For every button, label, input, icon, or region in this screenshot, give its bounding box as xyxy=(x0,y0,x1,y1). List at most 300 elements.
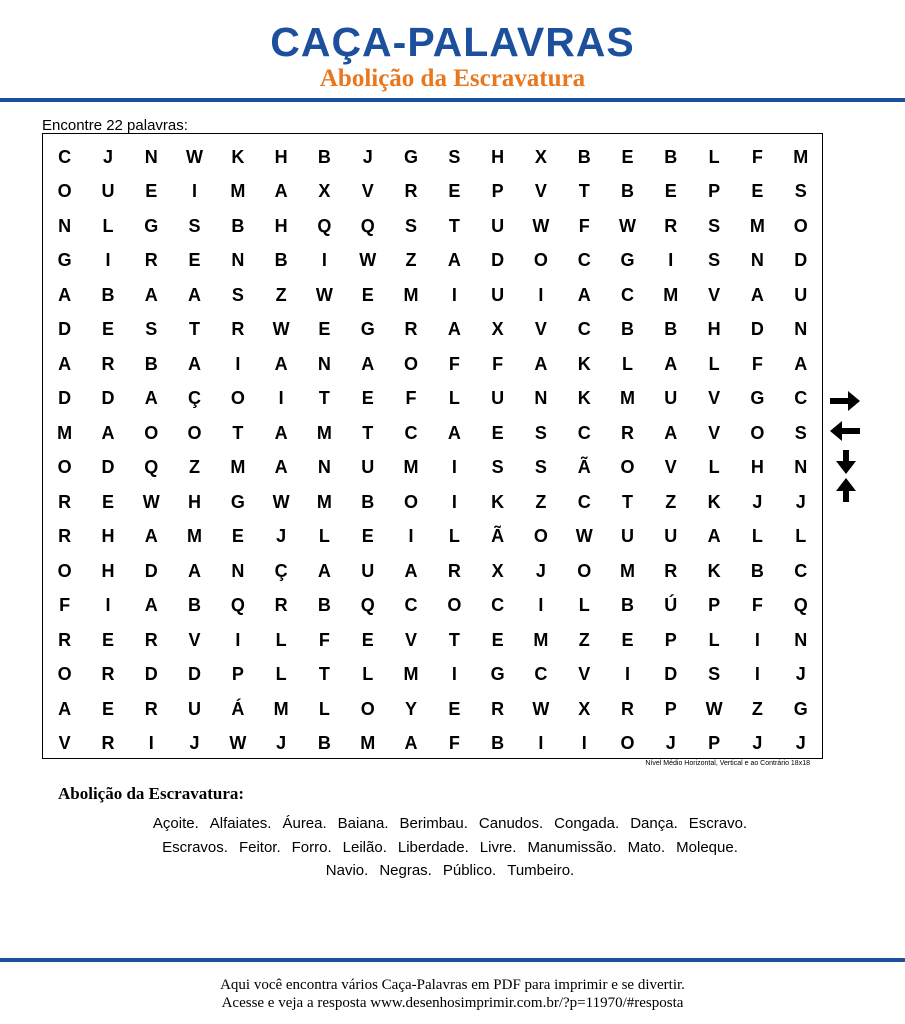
grid-letter[interactable]: R xyxy=(144,250,158,271)
grid-letter[interactable]: M xyxy=(316,491,332,512)
grid-letter[interactable]: A xyxy=(144,284,158,305)
grid-letter[interactable]: Z xyxy=(275,284,287,305)
grid-letter[interactable]: O xyxy=(533,526,548,547)
grid-letter[interactable]: W xyxy=(229,733,247,754)
grid-letter[interactable]: J xyxy=(795,664,806,685)
grid-letter[interactable]: A xyxy=(447,422,461,443)
grid-letter[interactable]: A xyxy=(188,353,202,374)
grid-letter[interactable]: X xyxy=(491,560,504,581)
grid-letter[interactable]: A xyxy=(58,698,72,719)
grid-letter[interactable]: M xyxy=(533,629,549,650)
grid-letter[interactable]: O xyxy=(533,250,548,271)
grid-letter[interactable]: L xyxy=(102,215,114,236)
grid-letter[interactable]: C xyxy=(577,250,591,271)
grid-letter[interactable]: I xyxy=(538,595,544,616)
grid-letter[interactable]: N xyxy=(231,560,245,581)
grid-letter[interactable]: I xyxy=(408,526,414,547)
grid-letter[interactable]: V xyxy=(708,284,721,305)
grid-letter[interactable]: R xyxy=(274,595,288,616)
grid-letter[interactable]: B xyxy=(188,595,202,616)
grid-letter[interactable]: B xyxy=(317,595,331,616)
grid-letter[interactable]: D xyxy=(101,388,115,409)
grid-letter[interactable]: D xyxy=(750,319,764,340)
grid-letter[interactable]: J xyxy=(752,733,763,754)
grid-letter[interactable]: E xyxy=(621,629,634,650)
grid-letter[interactable]: T xyxy=(622,491,633,512)
grid-letter[interactable]: K xyxy=(577,353,591,374)
grid-letter[interactable]: L xyxy=(448,526,460,547)
grid-letter[interactable]: Y xyxy=(405,698,418,719)
grid-letter[interactable]: I xyxy=(105,250,111,271)
grid-letter[interactable]: I xyxy=(278,388,284,409)
grid-letter[interactable]: G xyxy=(360,319,375,340)
grid-letter[interactable]: L xyxy=(795,526,807,547)
grid-letter[interactable]: D xyxy=(58,388,72,409)
grid-letter[interactable]: U xyxy=(361,560,375,581)
grid-letter[interactable]: C xyxy=(534,664,548,685)
grid-letter[interactable]: W xyxy=(705,698,723,719)
grid-letter[interactable]: P xyxy=(491,181,504,202)
grid-letter[interactable]: M xyxy=(360,733,376,754)
grid-letter[interactable]: L xyxy=(362,664,374,685)
grid-letter[interactable]: K xyxy=(577,388,591,409)
grid-letter[interactable]: D xyxy=(794,250,808,271)
grid-letter[interactable]: U xyxy=(794,284,808,305)
grid-letter[interactable]: M xyxy=(403,457,419,478)
grid-letter[interactable]: P xyxy=(231,664,244,685)
grid-letter[interactable]: U xyxy=(621,526,634,547)
grid-letter[interactable]: C xyxy=(404,422,418,443)
grid-letter[interactable]: C xyxy=(794,560,808,581)
grid-letter[interactable]: B xyxy=(231,215,245,236)
grid-letter[interactable]: W xyxy=(272,319,290,340)
grid-letter[interactable]: A xyxy=(58,284,72,305)
grid-letter[interactable]: E xyxy=(361,284,374,305)
grid-letter[interactable]: M xyxy=(273,698,289,719)
grid-letter[interactable]: I xyxy=(235,353,241,374)
grid-letter[interactable]: B xyxy=(317,733,331,754)
grid-letter[interactable]: K xyxy=(491,491,505,512)
grid-letter[interactable]: B xyxy=(361,491,375,512)
grid-letter[interactable]: U xyxy=(664,526,678,547)
grid-letter[interactable]: S xyxy=(708,664,721,685)
grid-letter[interactable]: F xyxy=(59,595,71,616)
grid-letter[interactable]: K xyxy=(707,491,721,512)
grid-letter[interactable]: N xyxy=(750,250,764,271)
grid-letter[interactable]: L xyxy=(578,595,590,616)
grid-letter[interactable]: C xyxy=(577,422,591,443)
grid-letter[interactable]: W xyxy=(575,526,593,547)
grid-letter[interactable]: B xyxy=(577,146,591,167)
grid-letter[interactable]: A xyxy=(144,526,158,547)
grid-letter[interactable]: O xyxy=(57,664,72,685)
grid-letter[interactable]: R xyxy=(621,698,634,719)
grid-letter[interactable]: A xyxy=(707,526,721,547)
grid-letter[interactable]: U xyxy=(491,388,505,409)
grid-letter[interactable]: C xyxy=(621,284,634,305)
grid-letter[interactable]: N xyxy=(58,215,72,236)
grid-letter[interactable]: A xyxy=(144,595,158,616)
grid-letter[interactable]: B xyxy=(621,319,634,340)
grid-letter[interactable]: E xyxy=(491,422,504,443)
grid-letter[interactable]: H xyxy=(101,560,115,581)
grid-letter[interactable]: I xyxy=(321,250,327,271)
grid-letter[interactable]: E xyxy=(361,388,374,409)
grid-letter[interactable]: S xyxy=(491,457,504,478)
grid-letter[interactable]: O xyxy=(404,491,419,512)
grid-letter[interactable]: F xyxy=(318,629,330,650)
grid-letter[interactable]: N xyxy=(317,457,331,478)
grid-letter[interactable]: Ç xyxy=(274,560,288,581)
grid-letter[interactable]: Z xyxy=(751,698,763,719)
grid-letter[interactable]: R xyxy=(404,319,418,340)
grid-letter[interactable]: T xyxy=(318,388,330,409)
grid-letter[interactable]: B xyxy=(491,733,505,754)
grid-letter[interactable]: W xyxy=(532,215,550,236)
grid-letter[interactable]: O xyxy=(144,422,159,443)
grid-letter[interactable]: T xyxy=(318,664,330,685)
grid-letter[interactable]: I xyxy=(192,181,198,202)
grid-letter[interactable]: D xyxy=(144,560,158,581)
grid-letter[interactable]: Ç xyxy=(188,388,202,409)
grid-letter[interactable]: O xyxy=(57,457,72,478)
grid-letter[interactable]: I xyxy=(581,733,587,754)
grid-letter[interactable]: V xyxy=(405,629,418,650)
grid-letter[interactable]: C xyxy=(58,146,72,167)
grid-letter[interactable]: S xyxy=(794,181,807,202)
grid-letter[interactable]: G xyxy=(490,664,505,685)
grid-letter[interactable]: L xyxy=(318,526,330,547)
grid-letter[interactable]: F xyxy=(448,353,460,374)
grid-letter[interactable]: S xyxy=(231,284,244,305)
grid-letter[interactable]: D xyxy=(491,250,505,271)
grid-letter[interactable]: F xyxy=(492,353,504,374)
grid-letter[interactable]: A xyxy=(664,422,678,443)
grid-letter[interactable]: E xyxy=(231,526,244,547)
grid-letter[interactable]: R xyxy=(491,698,505,719)
grid-letter[interactable]: B xyxy=(621,181,634,202)
grid-letter[interactable]: O xyxy=(57,181,72,202)
grid-letter[interactable]: N xyxy=(231,250,245,271)
grid-letter[interactable]: R xyxy=(144,629,158,650)
grid-letter[interactable]: C xyxy=(404,595,418,616)
grid-letter[interactable]: E xyxy=(664,181,677,202)
grid-letter[interactable]: M xyxy=(793,146,809,167)
grid-letter[interactable]: E xyxy=(101,319,114,340)
grid-letter[interactable]: B xyxy=(750,560,764,581)
grid-letter[interactable]: J xyxy=(362,146,373,167)
grid-letter[interactable]: D xyxy=(664,664,678,685)
grid-letter[interactable]: N xyxy=(534,388,548,409)
grid-letter[interactable]: A xyxy=(188,284,202,305)
grid-letter[interactable]: A xyxy=(317,560,331,581)
grid-letter[interactable]: J xyxy=(276,733,287,754)
grid-letter[interactable]: V xyxy=(664,457,677,478)
grid-letter[interactable]: E xyxy=(361,526,374,547)
grid-letter[interactable]: I xyxy=(235,629,241,650)
grid-letter[interactable]: U xyxy=(491,215,505,236)
grid-letter[interactable]: I xyxy=(538,733,544,754)
grid-letter[interactable]: M xyxy=(749,215,765,236)
grid-letter[interactable]: O xyxy=(230,388,245,409)
grid-letter[interactable]: A xyxy=(794,353,808,374)
grid-letter[interactable]: M xyxy=(187,526,203,547)
grid-letter[interactable]: R xyxy=(101,664,115,685)
grid-letter[interactable]: D xyxy=(144,664,158,685)
grid-letter[interactable]: I xyxy=(148,733,154,754)
grid-letter[interactable]: O xyxy=(447,595,462,616)
grid-letter[interactable]: R xyxy=(58,629,72,650)
grid-letter[interactable]: M xyxy=(230,181,246,202)
grid-letter[interactable]: L xyxy=(448,388,460,409)
grid-letter[interactable]: J xyxy=(665,733,676,754)
grid-letter[interactable]: R xyxy=(404,181,418,202)
grid-letter[interactable]: I xyxy=(105,595,111,616)
grid-letter[interactable]: A xyxy=(361,353,375,374)
grid-letter[interactable]: X xyxy=(491,319,504,340)
grid-letter[interactable]: M xyxy=(663,284,679,305)
grid-letter[interactable]: Q xyxy=(230,595,245,616)
grid-letter[interactable]: H xyxy=(274,215,288,236)
grid-letter[interactable]: A xyxy=(58,353,72,374)
grid-letter[interactable]: T xyxy=(362,422,374,443)
grid-letter[interactable]: A xyxy=(274,422,288,443)
grid-letter[interactable]: V xyxy=(534,319,547,340)
grid-letter[interactable]: L xyxy=(622,353,633,374)
grid-letter[interactable]: J xyxy=(795,491,806,512)
grid-letter[interactable]: T xyxy=(189,319,201,340)
grid-letter[interactable]: G xyxy=(57,250,72,271)
grid-letter[interactable]: Q xyxy=(360,215,375,236)
grid-letter[interactable]: M xyxy=(230,457,246,478)
grid-letter[interactable]: M xyxy=(403,664,419,685)
grid-letter[interactable]: W xyxy=(142,491,160,512)
grid-letter[interactable]: V xyxy=(361,181,374,202)
grid-letter[interactable]: Z xyxy=(665,491,677,512)
grid-letter[interactable]: A xyxy=(447,319,461,340)
grid-letter[interactable]: Z xyxy=(535,491,547,512)
grid-letter[interactable]: R xyxy=(58,526,72,547)
grid-letter[interactable]: S xyxy=(188,215,201,236)
grid-letter[interactable]: T xyxy=(448,629,460,650)
grid-letter[interactable]: C xyxy=(577,491,591,512)
grid-letter[interactable]: G xyxy=(750,388,765,409)
grid-letter[interactable]: H xyxy=(274,146,288,167)
grid-letter[interactable]: N xyxy=(794,319,808,340)
grid-letter[interactable]: A xyxy=(101,422,115,443)
grid-letter[interactable]: I xyxy=(668,250,674,271)
grid-letter[interactable]: G xyxy=(793,698,808,719)
grid-letter[interactable]: C xyxy=(794,388,808,409)
grid-letter[interactable]: N xyxy=(144,146,158,167)
grid-letter[interactable]: Ú xyxy=(664,595,678,616)
grid-letter[interactable]: W xyxy=(315,284,333,305)
grid-letter[interactable]: E xyxy=(361,629,374,650)
grid-letter[interactable]: P xyxy=(664,629,677,650)
grid-letter[interactable]: L xyxy=(275,629,287,650)
grid-letter[interactable]: R xyxy=(621,422,634,443)
grid-letter[interactable]: O xyxy=(57,560,72,581)
grid-letter[interactable]: E xyxy=(188,250,201,271)
grid-letter[interactable]: R xyxy=(144,698,158,719)
grid-letter[interactable]: R xyxy=(231,319,245,340)
grid-letter[interactable]: F xyxy=(751,146,763,167)
grid-letter[interactable]: K xyxy=(707,560,721,581)
grid-letter[interactable]: R xyxy=(664,215,678,236)
grid-letter[interactable]: Q xyxy=(144,457,159,478)
grid-letter[interactable]: F xyxy=(751,353,763,374)
grid-letter[interactable]: B xyxy=(101,284,115,305)
grid-letter[interactable]: U xyxy=(361,457,375,478)
grid-letter[interactable]: B xyxy=(317,146,331,167)
grid-letter[interactable]: O xyxy=(620,733,635,754)
grid-letter[interactable]: E xyxy=(101,629,114,650)
grid-letter[interactable]: E xyxy=(101,698,114,719)
grid-letter[interactable]: N xyxy=(794,629,808,650)
grid-letter[interactable]: S xyxy=(405,215,418,236)
grid-letter[interactable]: M xyxy=(316,422,332,443)
grid-letter[interactable]: Ã xyxy=(577,457,591,478)
grid-letter[interactable]: H xyxy=(707,319,721,340)
grid-letter[interactable]: A xyxy=(577,284,591,305)
grid-letter[interactable]: L xyxy=(708,457,720,478)
grid-letter[interactable]: G xyxy=(230,491,245,512)
grid-letter[interactable]: A xyxy=(144,388,158,409)
grid-letter[interactable]: E xyxy=(145,181,158,202)
grid-letter[interactable]: J xyxy=(752,491,763,512)
grid-letter[interactable]: G xyxy=(620,250,635,271)
grid-letter[interactable]: C xyxy=(491,595,505,616)
grid-letter[interactable]: E xyxy=(491,629,504,650)
grid-letter[interactable]: E xyxy=(621,146,634,167)
grid-letter[interactable]: Q xyxy=(793,595,808,616)
grid-letter[interactable]: X xyxy=(534,146,547,167)
grid-letter[interactable]: L xyxy=(708,353,720,374)
grid-letter[interactable]: P xyxy=(708,733,721,754)
grid-letter[interactable]: S xyxy=(708,250,721,271)
grid-letter[interactable]: U xyxy=(101,181,115,202)
grid-letter[interactable]: O xyxy=(793,215,808,236)
grid-letter[interactable]: P xyxy=(708,181,721,202)
grid-letter[interactable]: R xyxy=(58,491,72,512)
grid-letter[interactable]: N xyxy=(794,457,808,478)
grid-letter[interactable]: A xyxy=(664,353,678,374)
grid-letter[interactable]: J xyxy=(276,526,287,547)
grid-letter[interactable]: W xyxy=(359,250,377,271)
grid-letter[interactable]: W xyxy=(272,491,290,512)
grid-letter[interactable]: O xyxy=(620,457,635,478)
grid-letter[interactable]: A xyxy=(750,284,764,305)
grid-letter[interactable]: L xyxy=(751,526,763,547)
grid-letter[interactable]: S xyxy=(534,457,547,478)
grid-letter[interactable]: V xyxy=(188,629,201,650)
grid-letter[interactable]: O xyxy=(187,422,202,443)
grid-letter[interactable]: L xyxy=(708,629,720,650)
grid-letter[interactable]: H xyxy=(188,491,202,512)
grid-letter[interactable]: J xyxy=(535,560,546,581)
grid-letter[interactable]: S xyxy=(448,146,461,167)
grid-letter[interactable]: V xyxy=(58,733,71,754)
grid-letter[interactable]: E xyxy=(101,491,114,512)
grid-letter[interactable]: I xyxy=(451,664,457,685)
grid-letter[interactable]: V xyxy=(534,181,547,202)
grid-letter[interactable]: D xyxy=(188,664,202,685)
grid-letter[interactable]: B xyxy=(144,353,158,374)
grid-letter[interactable]: E xyxy=(318,319,331,340)
grid-letter[interactable]: M xyxy=(620,560,635,581)
grid-letter[interactable]: Z xyxy=(578,629,590,650)
grid-letter[interactable]: D xyxy=(58,319,72,340)
grid-letter[interactable]: T xyxy=(578,181,590,202)
grid-letter[interactable]: I xyxy=(538,284,544,305)
grid-letter[interactable]: X xyxy=(578,698,591,719)
grid-letter[interactable]: K xyxy=(231,146,245,167)
grid-letter[interactable]: I xyxy=(451,284,457,305)
grid-letter[interactable]: A xyxy=(404,733,418,754)
grid-letter[interactable]: S xyxy=(145,319,158,340)
grid-letter[interactable]: X xyxy=(318,181,331,202)
grid-letter[interactable]: D xyxy=(101,457,115,478)
grid-letter[interactable]: I xyxy=(451,491,457,512)
grid-letter[interactable]: A xyxy=(274,181,288,202)
grid-letter[interactable]: J xyxy=(795,733,806,754)
grid-letter[interactable]: F xyxy=(578,215,590,236)
grid-letter[interactable]: U xyxy=(664,388,678,409)
grid-letter[interactable]: H xyxy=(750,457,764,478)
grid-letter[interactable]: E xyxy=(751,181,764,202)
grid-letter[interactable]: B xyxy=(664,146,678,167)
grid-letter[interactable]: Q xyxy=(317,215,332,236)
grid-letter[interactable]: I xyxy=(625,664,631,685)
grid-letter[interactable]: W xyxy=(186,146,204,167)
grid-letter[interactable]: P xyxy=(708,595,721,616)
grid-letter[interactable]: I xyxy=(754,629,760,650)
grid-letter[interactable]: W xyxy=(619,215,636,236)
grid-letter[interactable]: E xyxy=(448,181,461,202)
grid-letter[interactable]: M xyxy=(57,422,73,443)
grid-letter[interactable]: N xyxy=(317,353,331,374)
grid-letter[interactable]: W xyxy=(532,698,550,719)
grid-letter[interactable]: A xyxy=(534,353,548,374)
grid-letter[interactable]: B xyxy=(274,250,288,271)
grid-letter[interactable]: T xyxy=(232,422,244,443)
grid-letter[interactable]: L xyxy=(318,698,330,719)
grid-letter[interactable]: G xyxy=(404,146,419,167)
grid-letter[interactable]: F xyxy=(448,733,460,754)
grid-letter[interactable]: B xyxy=(621,595,634,616)
grid-letter[interactable]: M xyxy=(620,388,635,409)
grid-letter[interactable]: L xyxy=(708,146,720,167)
grid-letter[interactable]: Z xyxy=(189,457,201,478)
grid-letter[interactable]: R xyxy=(447,560,461,581)
grid-letter[interactable]: O xyxy=(360,698,375,719)
grid-letter[interactable]: I xyxy=(754,664,760,685)
grid-letter[interactable]: U xyxy=(188,698,202,719)
grid-letter[interactable]: H xyxy=(491,146,505,167)
grid-letter[interactable]: R xyxy=(101,353,115,374)
grid-letter[interactable]: O xyxy=(404,353,419,374)
grid-letter[interactable]: V xyxy=(578,664,591,685)
grid-letter[interactable]: R xyxy=(101,733,115,754)
grid-letter[interactable]: J xyxy=(189,733,200,754)
grid-letter[interactable]: V xyxy=(708,388,721,409)
grid-letter[interactable]: P xyxy=(664,698,677,719)
grid-letter[interactable]: S xyxy=(794,422,807,443)
grid-letter[interactable]: T xyxy=(448,215,460,236)
grid-letter[interactable]: Z xyxy=(405,250,417,271)
grid-letter[interactable]: A xyxy=(274,457,288,478)
grid-letter[interactable]: A xyxy=(188,560,202,581)
